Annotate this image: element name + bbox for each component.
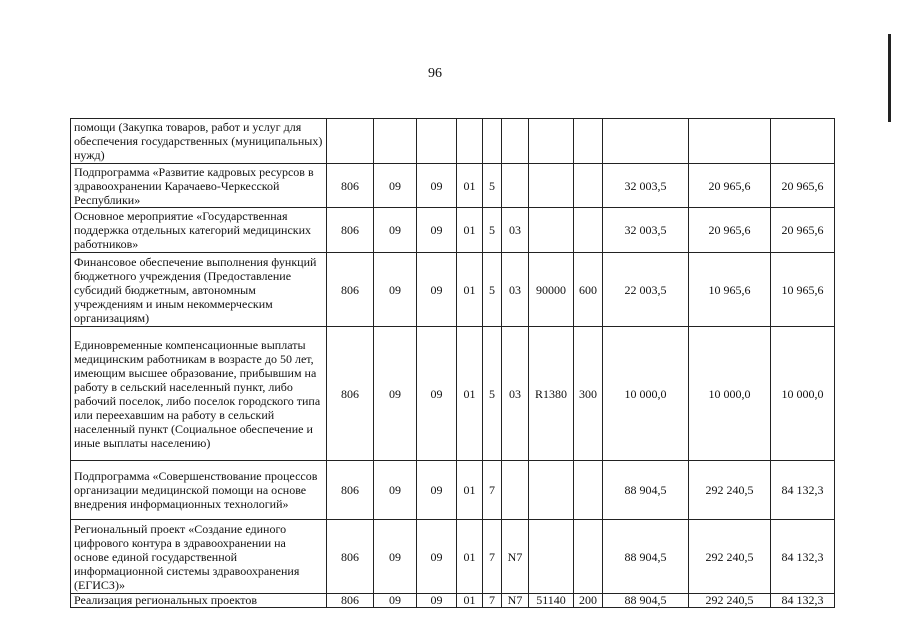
program-code: 01 — [457, 594, 483, 608]
sum-year-1: 32 003,5 — [603, 208, 689, 253]
sum-year-1: 32 003,5 — [603, 164, 689, 208]
admin-code: 806 — [327, 461, 374, 520]
subprogram-code: 7 — [483, 461, 502, 520]
sum-year-1: 88 904,5 — [603, 461, 689, 520]
subsection-code — [417, 119, 457, 164]
section-code: 09 — [374, 164, 417, 208]
table-row — [71, 520, 835, 594]
event-code: 03 — [502, 208, 529, 253]
sum-year-2 — [689, 119, 771, 164]
event-code: 03 — [502, 253, 529, 327]
program-code: 01 — [457, 208, 483, 253]
item-name: Единовременные компенсационные выплаты медицинским работникам в возрасте до 50 лет, имеющим высшее образование, прибывшим на работу в сельский населенный пункт, либо рабочий поселок, либо поселок городского типа или переехавшим на работу в сельский населенный пункт (Социальное обеспечение и иные выплаты населению) — [71, 327, 327, 461]
sum-year-3: 84 132,3 — [771, 594, 835, 608]
event-code — [502, 461, 529, 520]
direction-code: 51140 — [529, 594, 574, 608]
sum-year-3: 84 132,3 — [771, 520, 835, 594]
subsection-code: 09 — [417, 594, 457, 608]
item-name: Подпрограмма «Совершенствование процессов организации медицинской помощи на основе внедрения информационных технологий» — [71, 461, 327, 520]
program-code: 01 — [457, 461, 483, 520]
sum-year-3: 10 965,6 — [771, 253, 835, 327]
table-row — [71, 164, 835, 208]
section-code: 09 — [374, 208, 417, 253]
direction-code — [529, 461, 574, 520]
program-code: 01 — [457, 327, 483, 461]
expense-type-code — [574, 461, 603, 520]
expense-type-code — [574, 164, 603, 208]
event-code: N7 — [502, 594, 529, 608]
section-code: 09 — [374, 327, 417, 461]
subsection-code: 09 — [417, 461, 457, 520]
event-code: 03 — [502, 327, 529, 461]
sum-year-1 — [603, 119, 689, 164]
expense-type-code — [574, 119, 603, 164]
item-name: Основное мероприятие «Государственная поддержка отдельных категорий медицинских работников» — [71, 208, 327, 253]
sum-year-2: 292 240,5 — [689, 520, 771, 594]
subprogram-code: 5 — [483, 208, 502, 253]
subprogram-code — [483, 119, 502, 164]
subsection-code: 09 — [417, 327, 457, 461]
section-code: 09 — [374, 253, 417, 327]
direction-code — [529, 164, 574, 208]
item-name: Реализация региональных проектов — [71, 594, 327, 608]
expense-type-code: 200 — [574, 594, 603, 608]
table-row — [71, 208, 835, 253]
admin-code: 806 — [327, 594, 374, 608]
table-row — [71, 461, 835, 520]
sum-year-2: 292 240,5 — [689, 461, 771, 520]
subprogram-code: 7 — [483, 594, 502, 608]
section-code: 09 — [374, 520, 417, 594]
expense-type-code — [574, 208, 603, 253]
event-code: N7 — [502, 520, 529, 594]
table-row — [71, 327, 835, 461]
item-name: помощи (Закупка товаров, работ и услуг для обеспечения государственных (муниципальных) нужд) — [71, 119, 327, 164]
program-code: 01 — [457, 164, 483, 208]
admin-code: 806 — [327, 253, 374, 327]
page-number: 96 — [428, 66, 442, 81]
subsection-code: 09 — [417, 520, 457, 594]
direction-code — [529, 520, 574, 594]
subsection-code: 09 — [417, 253, 457, 327]
admin-code — [327, 119, 374, 164]
direction-code — [529, 208, 574, 253]
subprogram-code: 7 — [483, 520, 502, 594]
table-row — [71, 253, 835, 327]
expense-type-code: 600 — [574, 253, 603, 327]
program-code: 01 — [457, 253, 483, 327]
sum-year-3: 10 000,0 — [771, 327, 835, 461]
expense-type-code — [574, 520, 603, 594]
margin-mark — [888, 34, 891, 122]
sum-year-3 — [771, 119, 835, 164]
sum-year-2: 10 965,6 — [689, 253, 771, 327]
section-code — [374, 119, 417, 164]
section-code: 09 — [374, 594, 417, 608]
admin-code: 806 — [327, 520, 374, 594]
sum-year-2: 292 240,5 — [689, 594, 771, 608]
item-name: Финансовое обеспечение выполнения функций бюджетного учреждения (Предоставление субсидий бюджетным, автономным учреждениям и иным некоммерческим организациям) — [71, 253, 327, 327]
admin-code: 806 — [327, 327, 374, 461]
sum-year-2: 20 965,6 — [689, 164, 771, 208]
sum-year-1: 10 000,0 — [603, 327, 689, 461]
sum-year-3: 20 965,6 — [771, 164, 835, 208]
budget-table — [70, 118, 835, 608]
sum-year-1: 88 904,5 — [603, 594, 689, 608]
sum-year-2: 10 000,0 — [689, 327, 771, 461]
subsection-code: 09 — [417, 164, 457, 208]
admin-code: 806 — [327, 208, 374, 253]
table-row — [71, 119, 835, 164]
subsection-code: 09 — [417, 208, 457, 253]
subprogram-code: 5 — [483, 253, 502, 327]
sum-year-3: 84 132,3 — [771, 461, 835, 520]
sum-year-3: 20 965,6 — [771, 208, 835, 253]
event-code — [502, 119, 529, 164]
section-code: 09 — [374, 461, 417, 520]
direction-code: 90000 — [529, 253, 574, 327]
direction-code: R1380 — [529, 327, 574, 461]
sum-year-2: 20 965,6 — [689, 208, 771, 253]
direction-code — [529, 119, 574, 164]
event-code — [502, 164, 529, 208]
program-code: 01 — [457, 520, 483, 594]
expense-type-code: 300 — [574, 327, 603, 461]
admin-code: 806 — [327, 164, 374, 208]
item-name: Подпрограмма «Развитие кадровых ресурсов в здравоохранении Карачаево-Черкесской Республики» — [71, 164, 327, 208]
item-name: Региональный проект «Создание единого цифрового контура в здравоохранении на основе единой государственной информационной системы здравоохранения (ЕГИСЗ)» — [71, 520, 327, 594]
sum-year-1: 88 904,5 — [603, 520, 689, 594]
sum-year-1: 22 003,5 — [603, 253, 689, 327]
program-code — [457, 119, 483, 164]
table-row — [71, 594, 835, 608]
subprogram-code: 5 — [483, 164, 502, 208]
subprogram-code: 5 — [483, 327, 502, 461]
